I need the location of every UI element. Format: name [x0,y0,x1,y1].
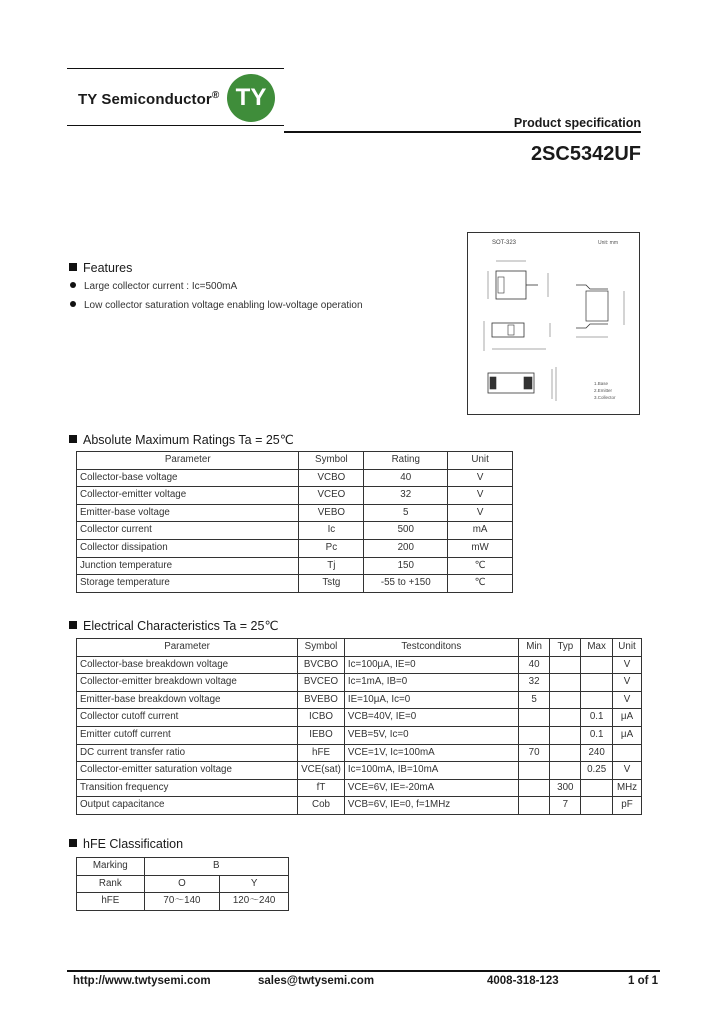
table-cell: O [144,875,220,893]
table-cell: ℃ [448,557,513,575]
header-top-rule [67,68,284,69]
table-cell [550,691,581,709]
bullet-dot-icon [70,282,76,288]
table-cell: Rank [77,875,145,893]
table-row [77,893,289,911]
table-row [77,575,513,593]
table-cell: Y [220,875,289,893]
table-row [77,858,289,876]
table-cell: V [613,762,642,780]
table-cell [518,779,550,797]
table-cell: VCB=6V, IE=0, f=1MHz [344,797,518,815]
table-cell: Collector cutoff current [77,709,298,727]
footer-page-number: 1 of 1 [628,975,659,987]
column-header: Unit [613,639,642,657]
table-cell: BVCEO [298,674,345,692]
table-cell: DC current transfer ratio [77,744,298,762]
table-cell: 70～140 [144,893,220,911]
table-cell: 32 [364,487,448,505]
column-header: Rating [364,452,448,470]
bullet-square-icon [69,263,77,271]
table-cell: Emitter-base breakdown voltage [77,691,298,709]
table-cell: V [448,469,513,487]
table-cell: 40 [364,469,448,487]
header-spec-rule [284,131,641,133]
table-cell: 0.1 [581,709,613,727]
bullet-square-icon [69,621,77,629]
table-cell: Emitter cutoff current [77,726,298,744]
table-cell: 70 [518,744,550,762]
table-header-row [77,639,642,657]
table-row [77,744,642,762]
table-cell: IE=10μA, Ic=0 [344,691,518,709]
table-cell: 120～240 [220,893,289,911]
table-cell: μA [613,709,642,727]
package-name: SOT-323 [492,240,517,246]
table-row [77,522,513,540]
table-row [77,469,513,487]
table-cell: Storage temperature [77,575,299,593]
table-cell [550,744,581,762]
package-drawing-svg [468,233,639,414]
table-cell [550,674,581,692]
hfe-table [76,857,289,911]
column-header: Symbol [298,639,345,657]
table-cell: Collector current [77,522,299,540]
table-cell [581,797,613,815]
table-cell [550,656,581,674]
table-row [77,504,513,522]
table-cell: 300 [550,779,581,797]
table-cell [550,726,581,744]
table-cell: VCB=40V, IE=0 [344,709,518,727]
column-header: Typ [550,639,581,657]
table-cell: Collector-emitter saturation voltage [77,762,298,780]
company-name: TY Semiconductor® [78,90,220,108]
table-cell: Ic=1mA, IB=0 [344,674,518,692]
table-cell: Emitter-base voltage [77,504,299,522]
table-cell: Tstg [299,575,364,593]
table-row [77,779,642,797]
abs-max-table [76,451,513,593]
table-cell: Collector-base breakdown voltage [77,656,298,674]
header-bottom-rule [67,125,284,126]
table-cell: VCE=6V, IE=-20mA [344,779,518,797]
table-cell: Collector-base voltage [77,469,299,487]
table-cell: Pc [299,539,364,557]
table-cell: BVEBO [298,691,345,709]
table-cell: Ic=100mA, IB=10mA [344,762,518,780]
footer-website-link[interactable]: http://www.twtysemi.com [73,975,211,987]
table-row [77,726,642,744]
bullet-square-icon [69,435,77,443]
table-cell: 32 [518,674,550,692]
table-cell: MHz [613,779,642,797]
table-row [77,709,642,727]
table-cell: -55 to +150 [364,575,448,593]
table-cell: μA [613,726,642,744]
table-row [77,875,289,893]
table-cell: V [448,504,513,522]
table-cell: BVCBO [298,656,345,674]
table-cell: Ic [299,522,364,540]
column-header: Parameter [77,639,298,657]
table-cell: Output capacitance [77,797,298,815]
table-row [77,762,642,780]
table-cell: 200 [364,539,448,557]
table-cell: fT [298,779,345,797]
table-row [77,557,513,575]
table-cell: mW [448,539,513,557]
table-cell [518,709,550,727]
column-header: Unit [448,452,513,470]
table-cell: hFE [77,893,145,911]
table-cell [518,762,550,780]
table-cell: V [613,674,642,692]
abs-max-heading: Absolute Maximum Ratings Ta = 25℃ [69,432,294,447]
table-cell: VCBO [299,469,364,487]
table-cell: 5 [364,504,448,522]
table-cell: 0.25 [581,762,613,780]
table-cell: IEBO [298,726,345,744]
table-row [77,539,513,557]
table-cell: Collector-emitter voltage [77,487,299,505]
package-legend-base: 1.Base [594,381,609,386]
table-row [77,487,513,505]
table-cell: Collector dissipation [77,539,299,557]
table-cell: VCE=1V, Ic=100mA [344,744,518,762]
package-unit-label: Unit: mm [598,240,618,246]
table-cell [581,691,613,709]
table-cell: VEB=5V, Ic=0 [344,726,518,744]
table-cell: mA [448,522,513,540]
table-cell [581,674,613,692]
footer-email-link[interactable]: sales@twtysemi.com [258,975,375,987]
table-cell: V [613,656,642,674]
table-cell: pF [613,797,642,815]
table-cell [581,779,613,797]
table-cell: Marking [77,858,145,876]
hfe-heading: hFE Classification [69,837,183,851]
column-header: Max [581,639,613,657]
column-header: Parameter [77,452,299,470]
table-cell: Cob [298,797,345,815]
column-header: Testconditons [344,639,518,657]
table-cell: 40 [518,656,550,674]
table-cell [550,709,581,727]
table-row [77,797,642,815]
elec-char-table [76,638,642,815]
table-cell: 150 [364,557,448,575]
table-cell: Ic=100μA, IE=0 [344,656,518,674]
table-header-row [77,452,513,470]
column-header: Symbol [299,452,364,470]
table-cell [613,744,642,762]
table-cell: 7 [550,797,581,815]
table-cell [518,726,550,744]
table-cell: ℃ [448,575,513,593]
bullet-square-icon [69,839,77,847]
table-cell: 0.1 [581,726,613,744]
footer-rule [67,970,660,972]
table-cell: VCE(sat) [298,762,345,780]
package-legend-emitter: 2.Emitter [594,388,613,393]
table-cell [581,656,613,674]
doc-type-label: Product specification [513,116,641,130]
table-cell: hFE [298,744,345,762]
table-cell: B [144,858,288,876]
table-row [77,674,642,692]
table-cell: Junction temperature [77,557,299,575]
table-cell: 500 [364,522,448,540]
table-cell: 5 [518,691,550,709]
features-heading: Features [69,261,132,275]
feature-item: Low collector saturation voltage enabling low-voltage operation [70,300,363,311]
table-cell: Transition frequency [77,779,298,797]
package-outline-drawing [467,232,640,415]
table-row [77,656,642,674]
bullet-dot-icon [70,301,76,307]
table-row [77,691,642,709]
table-cell [518,797,550,815]
company-logo: TY [227,74,275,122]
table-cell: Tj [299,557,364,575]
table-cell: ICBO [298,709,345,727]
table-cell: 240 [581,744,613,762]
table-cell: VEBO [299,504,364,522]
footer-phone: 4008-318-123 [487,975,559,987]
table-cell: V [613,691,642,709]
column-header: Min [518,639,550,657]
package-legend-collector: 3.Collector [594,395,616,400]
table-cell: Collector-emitter breakdown voltage [77,674,298,692]
table-cell [550,762,581,780]
part-number: 2SC5342UF [530,143,641,165]
table-cell: VCEO [299,487,364,505]
elec-heading: Electrical Characteristics Ta = 25℃ [69,618,278,633]
feature-item: Large collector current : Ic=500mA [70,281,237,292]
table-cell: V [448,487,513,505]
